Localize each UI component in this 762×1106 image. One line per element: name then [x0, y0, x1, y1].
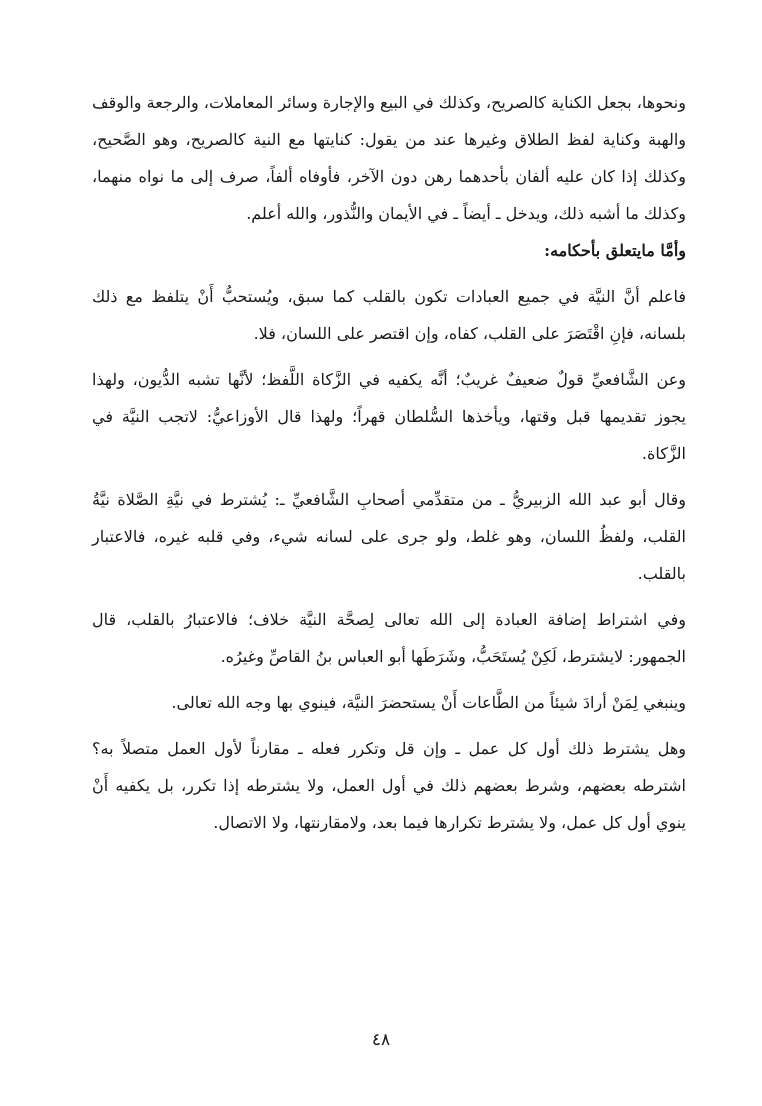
paragraph-7: وهل يشترط ذلك أول كل عمل ـ وإن قل وتكرر فعله ـ مقارناً لأول العمل متصلاً به؟ اشترطه بعضهم، وشرط بعضهم ذلك في أول العمل، ولا يشترطه إذا تكرر، بل يكفيه أَنْ ينوي أول كل عمل، ولا يشترط تكرارها فيما بعد، ولامقارنتها، ولا الاتصال.: [92, 739, 686, 832]
section-heading: وأمَّا مايتعلق بأحكامه:: [544, 241, 686, 260]
page-body: [92, 84, 686, 841]
paragraph-6: وينبغي لِمَنْ أرادَ شيئاً من الطَّاعات أَنْ يستحضرَ النيَّة، فينوي بها وجه الله تعالى.: [171, 693, 686, 712]
paragraph-4: وقال أبو عبد الله الزبيريُّ ـ من متقدِّمي أصحابِ الشَّافعيِّ ـ: يُشترط في نيَّةِ الصَّلاة نيَّةُ القلب، ولفظُ اللسان، وهو غلط، ولو جرى على لسانه شيء، وفي قلبه غيره، فالاعتبار بالقلب.: [92, 490, 686, 583]
paragraph-5: وفي اشتراط إضافة العبادة إلى الله تعالى لِصحَّة النيَّة خلاف؛ فالاعتبارُ بالقلب، قال الجمهور: لايشترط، لَكِنْ يُستَحَبُّ، وشَرَطَها أبو العباس بنُ القاصِّ وغيرُه.: [92, 610, 686, 666]
paragraph-3: وعن الشَّافعيِّ قولٌ ضعيفٌ غريبٌ؛ أنَّه يكفيه في الزَّكاة اللَّفظ؛ لأنَّها تشبه الدُّيون، ولهذا يجوز تقديمها قبل وقتها، ويأخذها السُّلطان قهراً؛ ولهذا قال الأوزاعيُّ: لاتجب النيَّة في الزَّكاة.: [92, 370, 686, 463]
page-number: ٤٨: [371, 1030, 391, 1050]
paragraph-2: فاعلم أنَّ النيَّة في جميع العبادات تكون بالقلب كما سبق، ويُستحبُّ أَنْ يتلفظ مع ذلك بلسانه، فإنِ اقْتَصَرَ على القلب، كفاه، وإن اقتصر على اللسان، فلا.: [92, 287, 686, 343]
paragraph-1: ونحوها، بجعل الكناية كالصريح، وكذلك في البيع والإجارة وسائر المعاملات، والرجعة والوقف والهبة وكناية لفظ الطلاق وغيرها عند من يقول: كنايتها مع النية كالصريح، وهو الصَّحيح، وكذلك إذا كان عليه ألفان بأحدهما رهن دون الآخر، فأوفاه ألفاً، صرف إلى ما نواه منهما، وكذلك ما أشبه ذلك، ويدخل ـ أيضاً ـ في الأيمان والنُّذور، والله أعلم.: [92, 93, 687, 223]
